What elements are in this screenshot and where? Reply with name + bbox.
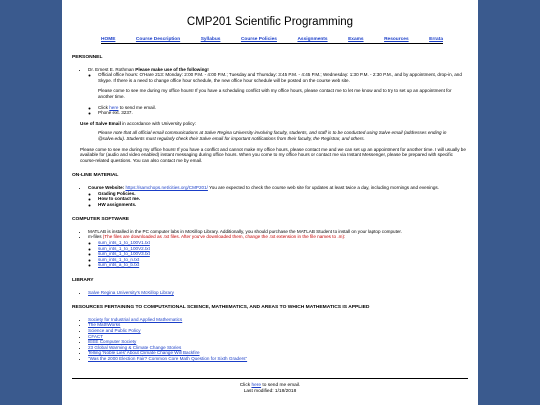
mfile-link[interactable]: sum_ints_1_to_100V3.txt — [98, 251, 150, 257]
email-policy-quote: Please note that all official email communications at Salve Regina University involving faculty, students, and staff is to be conducted using Salve email (addresses ending in @salve.edu). Students must regularly check their Salve email for important notifications from their faculty, the Registrar, and others. — [98, 130, 447, 141]
email-policy-label: Use of Salve Email — [80, 120, 121, 126]
last-modified: Last modified: 1/18/2018 — [243, 389, 297, 394]
see-me-text: Please come to see me during my office hours! If you have a scheduling conflict with my office hours, please contact me to let me know and to try to set up an appointment for another time. — [98, 88, 452, 99]
contact-me-item: ◦ How to contact me. — [98, 196, 468, 202]
course-website-item — [88, 185, 468, 207]
resource-link[interactable]: "Was the 2000 Election Fair? Common Core Math Question for Sixth Graders" — [88, 355, 248, 361]
mfile-link[interactable]: sum_ints_1_to_100V1.txt — [98, 240, 150, 246]
resource-link[interactable]: Society for Industrial and Applied Mathematics — [88, 316, 183, 322]
nav-exams-link[interactable]: Exams — [348, 37, 364, 42]
email-suffix: to send me email. — [118, 104, 156, 110]
nav-bar — [101, 37, 443, 44]
nav-resources-link[interactable]: Resources — [384, 37, 409, 42]
resource-link[interactable]: CFACT — [88, 333, 104, 339]
resources-heading: RESOURCES PERTAINING TO COMPUTATIONAL SCIENCE, MATHEMATICS, AND AREAS TO WHICH MATHEMATICS IS APPLIED — [72, 305, 370, 311]
nav-home-link[interactable]: HOME — [101, 37, 116, 42]
personnel-list — [72, 67, 468, 116]
email-policy-rest: in accordance with University policy: — [120, 120, 196, 126]
course-website-link[interactable]: https://samchops.net/cities.org/CMP201/ — [125, 184, 208, 190]
footer-email-link[interactable]: here — [251, 383, 262, 388]
email-here-link[interactable]: here — [109, 104, 119, 110]
resource-link[interactable]: Science and Public Policy — [88, 328, 141, 333]
footer — [72, 378, 468, 395]
mfiles-label: m-files — [88, 234, 102, 240]
main-content — [72, 55, 468, 362]
email-prefix: Click — [98, 104, 110, 110]
nav-syllabus-link[interactable]: Syllabus — [200, 37, 221, 42]
nav-course-description-link[interactable]: Course Description — [135, 37, 181, 42]
resource-link[interactable]: Telling 'Noble Lies' About Climate Change Will Backfire — [88, 350, 200, 356]
instructor-details — [88, 72, 468, 116]
page-title: CMP201 Scientific Programming — [186, 16, 354, 28]
resource-link[interactable]: The MathWorks — [88, 322, 121, 328]
instructor-note: Please make use of the following! — [135, 66, 209, 72]
mfiles-list — [88, 240, 468, 268]
footer-email-prefix: Click — [239, 383, 252, 388]
phone-item: ◦ Phone ext. 3237. — [98, 110, 468, 116]
library-list — [72, 290, 468, 296]
grading-policies-item: ◦ Grading Policies. — [98, 191, 468, 197]
mfile-link[interactable]: sum_ints_1_to_n.txt — [98, 256, 140, 262]
conflict-text: Please come to see me during my office hours! If you have a conflict and cannot make my office hours, please contact me and we can set up an appointment for another time. I will usually be available for (audio and video enabled) instant messaging during office hours. When you come to my office hours or contact me via Instant Messenger, please be prepared with specific course-related questions. You can also contact me by email. — [80, 146, 466, 163]
page — [62, 0, 478, 405]
hw-assignments-item: ◦ HW assignments. — [98, 202, 468, 208]
library-heading: LIBRARY — [72, 278, 94, 284]
online-subitems — [88, 191, 468, 208]
nav-assignments-link[interactable]: Assignments — [297, 37, 328, 42]
nav-errata-link[interactable]: Errata — [429, 37, 443, 42]
mfile-link[interactable]: sum_ints_a_to_b.txt — [98, 262, 140, 268]
nav-course-policies-link[interactable]: Course Policies — [240, 37, 277, 42]
footer-email-suffix: to send me email. — [261, 383, 301, 388]
office-hours-text: Official office hours: O'Hare 213: Monday: 2:00 P.M. - 4:00 P.M.; Tuesday and Thursday: 3:45 P.M. - 4:45 P.M.; Wednesday: 1:30 P.M. - 2:30 P.M., and by appointment, drop-in, and Skype. If there is a need to change office hour schedule, the new office hour schedule will be posted on the course web site. — [98, 72, 462, 83]
online-list — [72, 185, 468, 207]
course-website-label: Course Website: — [88, 184, 125, 190]
office-hours-item — [98, 72, 468, 99]
matlab-item: • MATLAB is installed in the PC computer labs in McKillop Library. Additionally, you should purchase the MATLAB Student to install on your laptop computer. — [88, 229, 468, 235]
library-link[interactable]: Salve Regina University's McKillop Library — [88, 289, 174, 295]
mfile-link[interactable]: sum_ints_1_to_100V2.txt — [98, 245, 150, 251]
course-website-note: You are expected to check the course web site for updates at least twice a day, including mornings and evenings. — [207, 184, 439, 190]
personnel-heading: PERSONNEL — [72, 55, 103, 60]
instructor-name: Dr. Ernest E. Rothman — [88, 66, 134, 72]
online-heading: ON-LINE MATERIAL — [72, 173, 119, 179]
software-list — [72, 229, 468, 268]
resource-link[interactable]: IEEE Computer Society — [88, 339, 137, 345]
resource-link[interactable]: 23 Global Warming & Climate Change Stories — [88, 344, 182, 350]
mfiles-note: (The files are downloaded as .txt files. After you've downloaded them, change the .txt extension in the file names to .m): — [101, 234, 346, 240]
mfiles-item — [88, 234, 468, 268]
email-policy-line — [80, 121, 468, 127]
software-heading: COMPUTER SOFTWARE — [72, 217, 130, 223]
instructor-item — [88, 67, 468, 116]
resources-list — [72, 317, 468, 362]
